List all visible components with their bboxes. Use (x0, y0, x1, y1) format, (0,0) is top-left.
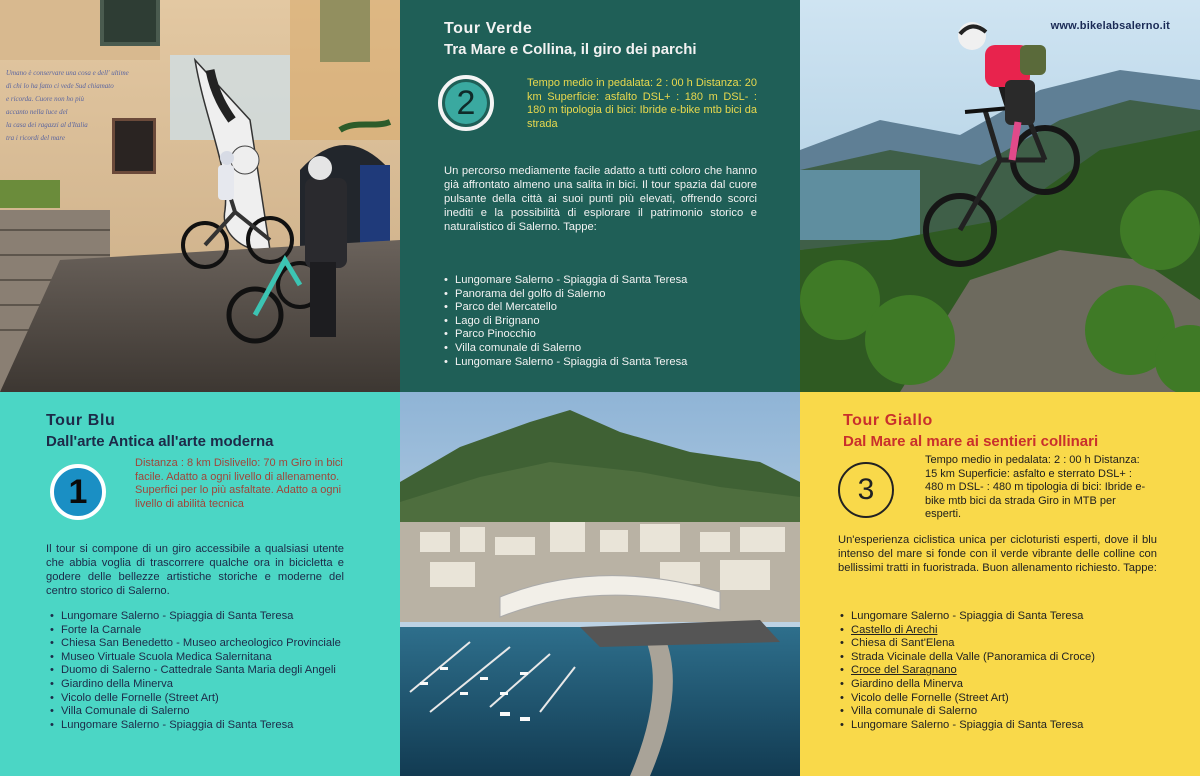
list-item: • Panorama del golfo di Salerno (444, 288, 764, 302)
list-item: • Strada Vicinale della Valle (Panoramica di Croce) (840, 651, 1160, 665)
tour-verde-number: 2 (456, 83, 476, 122)
tour-giallo-stats: Tempo medio in pedalata: 2 : 00 h Distanza: 15 km Superficie: asfalto e sterrato DSL+ : 480 m DSL- : 480 m tipologia di bici: Ibride e-bike mtb bici da strada Giro in MTB per esperti. (925, 454, 1146, 520)
tour-verde-number-badge (438, 75, 494, 131)
stop-link-castello[interactable]: • Castello di Arechi (840, 624, 1160, 638)
list-item: • Lungomare Salerno - Spiaggia di Santa Teresa (50, 610, 350, 624)
photo-mountain-biker (800, 0, 1200, 392)
svg-text:e ricorda. Cuore non ho più: e ricorda. Cuore non ho più (6, 95, 85, 103)
tour-blu-panel (0, 392, 400, 776)
list-item: • Duomo di Salerno - Cattedrale Santa Maria degli Angeli (50, 664, 350, 678)
list-item: • Chiesa di Sant'Elena (840, 637, 1160, 651)
list-item: • Forte la Carnale (50, 624, 350, 638)
svg-text:accanto nella luce del: accanto nella luce del (6, 108, 68, 116)
list-item: • Lungomare Salerno - Spiaggia di Santa Teresa (50, 719, 350, 733)
list-item: • Lungomare Salerno - Spiaggia di Santa Teresa (444, 356, 764, 370)
list-item: • Lungomare Salerno - Spiaggia di Santa Teresa (840, 719, 1160, 733)
tour-verde-title: Tour Verde (444, 20, 533, 37)
tour-blu-stats: Distanza : 8 km Dislivello: 70 m Giro in bici facile. Adatto a ogni livello di allenamento. Superfici per lo più asfaltate. Adatto a ogni livello di abilità tecnica (135, 457, 343, 510)
svg-text:la casa dei ragazzi al d'Itali: la casa dei ragazzi al d'Italia (6, 121, 88, 129)
tour-verde-stats: Tempo medio in pedalata: 2 : 00 h Distanza: 20 km Superficie: asfalto DSL+ : 180 m DSL- : 180 m tipologia di bici: Ibride e-bike mtb bici da strada (527, 77, 757, 130)
list-item: • Lago di Brignano (444, 315, 764, 329)
list-item: • Giardino della Minerva (840, 678, 1160, 692)
svg-text:Umano è conservare una cosa e: Umano è conservare una cosa e dell' ultime (6, 69, 129, 77)
tour-giallo-number-badge (838, 462, 894, 518)
list-item: • Villa Comunale di Salerno (50, 705, 350, 719)
harbor-illustration (400, 392, 800, 776)
site-url[interactable]: www.bikelabsalerno.it (1050, 20, 1170, 32)
mountain-biker-illustration (800, 0, 1200, 392)
tour-giallo-stops (840, 610, 1160, 732)
svg-text:tra i ricordi del mare: tra i ricordi del mare (6, 134, 65, 142)
list-item: • Lungomare Salerno - Spiaggia di Santa Teresa (840, 610, 1160, 624)
tour-blu-description: Il tour si compone di un giro accessibile a qualsiasi utente che abbia voglia di trascorrere qualche ora in bicicletta e godere delle bellezze artistiche storiche e moderne del centro storico di Salerno. (46, 543, 344, 597)
list-item: • Chiesa San Benedetto - Museo archeologico Provinciale (50, 637, 350, 651)
tour-giallo-description: Un'esperienza ciclistica unica per cicloturisti esperti, dove il blu intenso del mare si fonde con il verde vibrante delle colline con bellissimi tratti in fuoristrada. Buon allenamento richiesto. Tappe: (838, 534, 1157, 574)
tour-verde-description: Un percorso mediamente facile adatto a tutti coloro che hanno già affrontato almeno una salita in bici. Il tour spazia dal cuore pulsante della città ai suoi punti più elevati, offrendo scorci inediti e la possibilità di esplorare il patrimonio storico e naturalistico di Salerno. Tappe: (444, 165, 757, 233)
tour-blu-number: 1 (68, 472, 88, 511)
list-item: • Lungomare Salerno - Spiaggia di Santa Teresa (444, 274, 764, 288)
photo-harbor-aerial (400, 392, 800, 776)
tour-blu-subtitle: Dall'arte Antica all'arte moderna (46, 433, 274, 450)
list-item: • Parco del Mercatello (444, 301, 764, 315)
tour-giallo-number: 3 (857, 473, 875, 506)
list-item: • Vicolo delle Fornelle (Street Art) (50, 692, 350, 706)
tour-verde-panel (400, 0, 800, 392)
tour-blu-title: Tour Blu (46, 412, 116, 429)
tour-blu-number-badge (50, 464, 106, 520)
photo-old-town-cyclists (0, 0, 400, 392)
svg-text:di chi lo ha fatto ci vede Sud: di chi lo ha fatto ci vede Sud chiamato (6, 82, 114, 90)
list-item: • Giardino della Minerva (50, 678, 350, 692)
list-item: • Vicolo delle Fornelle (Street Art) (840, 692, 1160, 706)
list-item: • Villa comunale di Salerno (840, 705, 1160, 719)
tour-verde-stops (444, 274, 764, 369)
tour-giallo-panel (800, 392, 1200, 776)
tour-blu-stops (50, 610, 350, 732)
stop-link-croce[interactable]: • Croce del Saragnano (840, 664, 1160, 678)
old-town-illustration (0, 0, 400, 392)
tour-verde-subtitle: Tra Mare e Collina, il giro dei parchi (444, 41, 697, 58)
tour-giallo-subtitle: Dal Mare al mare ai sentieri collinari (843, 433, 1099, 450)
list-item: • Villa comunale di Salerno (444, 342, 764, 356)
list-item: • Museo Virtuale Scuola Medica Salernitana (50, 651, 350, 665)
tour-giallo-title: Tour Giallo (843, 412, 933, 429)
list-item: • Parco Pinocchio (444, 328, 764, 342)
